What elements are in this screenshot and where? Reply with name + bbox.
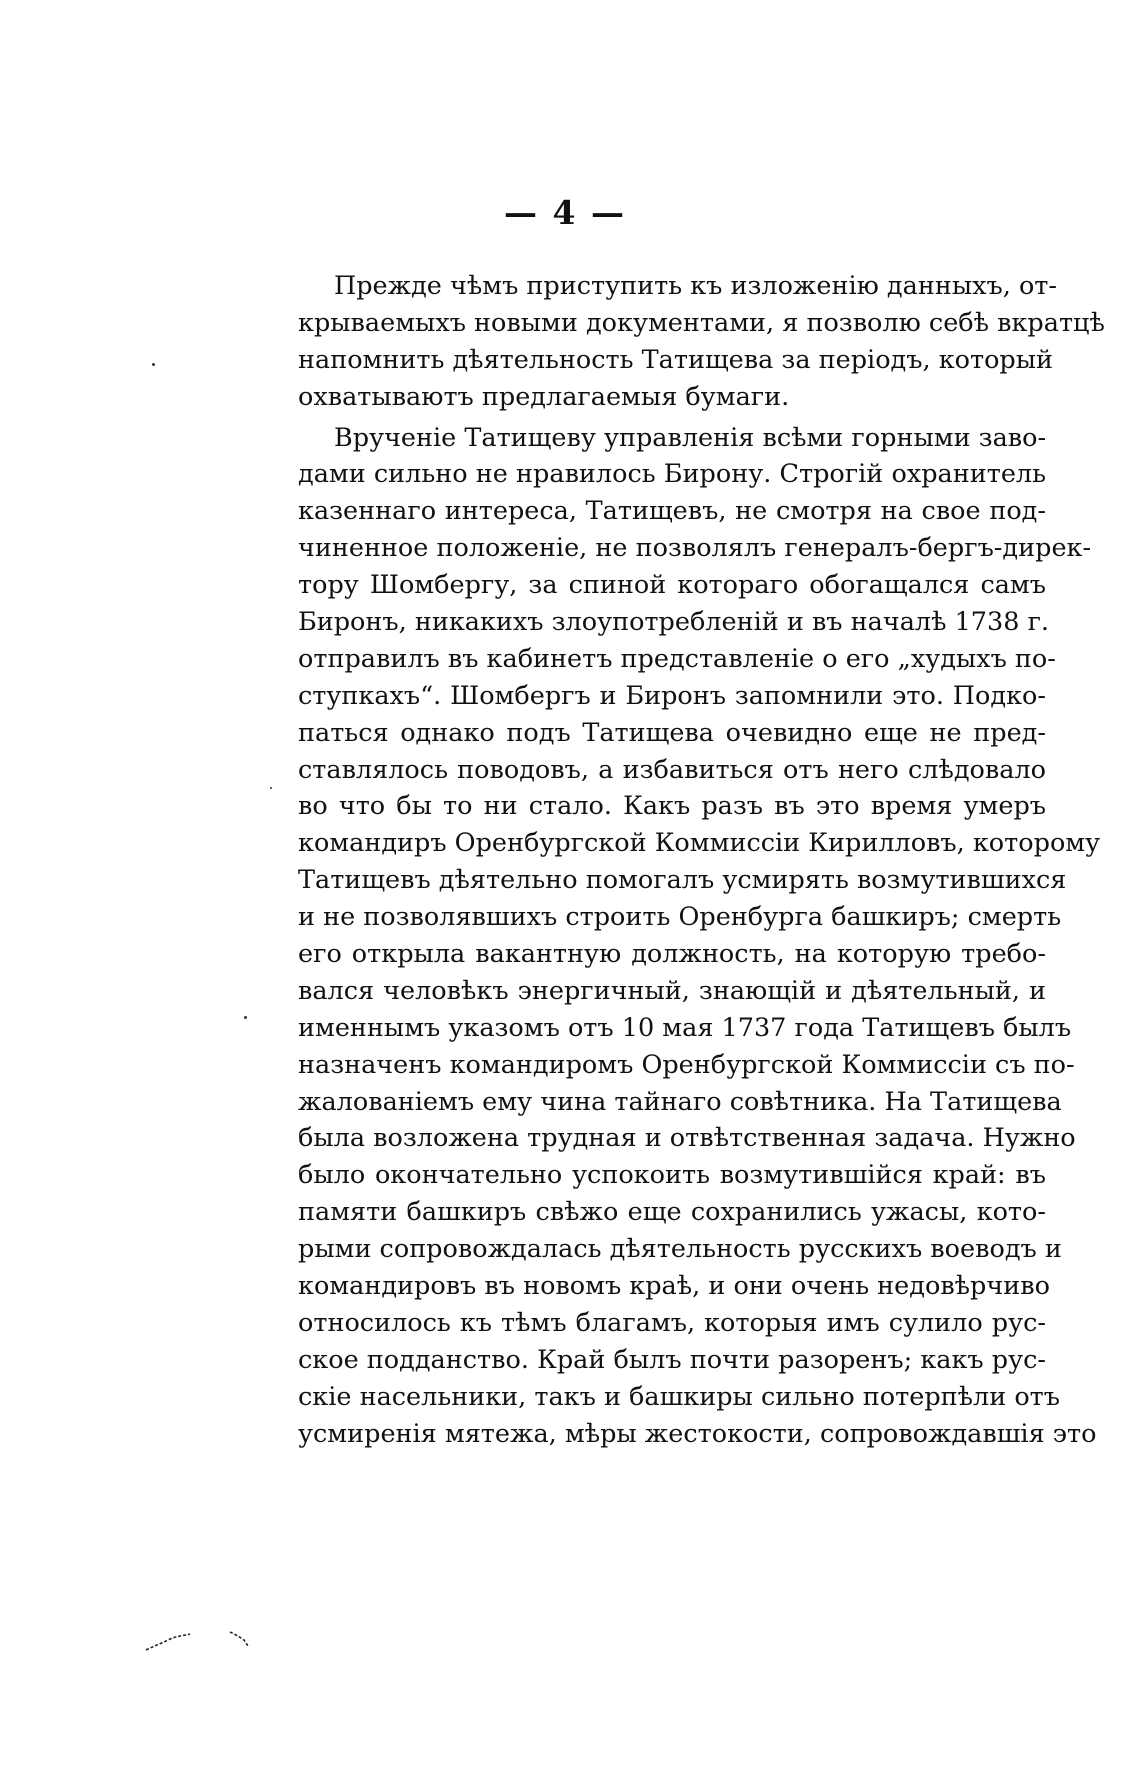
text-line: назначенъ командиромъ Оренбургской Коммиссіи съ по- — [298, 1049, 1075, 1080]
text-line: дами сильно не нравилось Бирону. Строгій охранитель — [298, 459, 1046, 490]
text-line: рыми сопровождалась дѣятельность русскихъ воеводъ и — [298, 1234, 1062, 1265]
text-line: его открыла вакантную должность, на которую требо- — [298, 939, 1046, 970]
text-line: скіе насельники, такъ и башкиры сильно потерпѣли отъ — [298, 1381, 1060, 1412]
text-line: памяти башкиръ свѣжо еще сохранились ужасы, кото- — [298, 1197, 1046, 1228]
text-line: крываемыхъ новыми документами, я позволю себѣ вкратцѣ — [298, 307, 1105, 338]
text-line: тору Шомбергу, за спиной котораго обогащался самъ — [298, 570, 1046, 601]
paragraph-1 — [298, 268, 1105, 416]
text-line: во что бы то ни стало. Какъ разъ въ это время умеръ — [298, 791, 1046, 822]
text-line: паться однако подъ Татищева очевидно еще не пред- — [298, 717, 1046, 748]
text-line: и не позволявшихъ строить Оренбурга башкиръ; смерть — [298, 902, 1062, 933]
text-line: ское подданство. Край былъ почти разоренъ; какъ рус- — [298, 1344, 1046, 1375]
text-line: отправилъ въ кабинетъ представленіе о его „худыхъ по- — [298, 643, 1056, 674]
scan-speck — [270, 787, 272, 789]
margin-scribble — [140, 1618, 260, 1658]
text-line: усмиренія мятежа, мѣры жестокости, сопровождавшія это — [298, 1418, 1097, 1449]
text-line: Биронъ, никакихъ злоупотребленій и въ началѣ 1738 г. — [298, 607, 1050, 638]
text-line: вался человѣкъ энергичный, знающій и дѣятельный, и — [298, 975, 1046, 1006]
page-number: — 4 — — [504, 193, 626, 232]
text-line: напомнить дѣятельность Татищева за періодъ, который — [298, 344, 1054, 375]
text-line: относилось къ тѣмъ благамъ, которыя имъ сулило рус- — [298, 1307, 1046, 1338]
text-line: ставлялось поводовъ, а избавиться отъ него слѣдовало — [298, 754, 1046, 785]
scan-speck — [244, 1016, 247, 1019]
text-line: было окончательно успокоить возмутившійся край: въ — [298, 1160, 1046, 1191]
scan-speck — [152, 363, 155, 366]
text-line: Татищевъ дѣятельно помогалъ усмирять возмутившихся — [298, 865, 1067, 896]
text-line: была возложена трудная и отвѣтственная задача. Нужно — [298, 1123, 1076, 1154]
text-line: Врученіе Татищеву управленія всѣми горными заво- — [334, 422, 1047, 453]
text-line: чиненное положеніе, не позволялъ генералъ-бергъ-дирек- — [298, 533, 1092, 564]
text-line: охватываютъ предлагаемыя бумаги. — [298, 381, 790, 412]
body-text — [298, 268, 1105, 1453]
text-line: командиръ Оренбургской Коммиссіи Кирилловъ, которому — [298, 828, 1101, 859]
text-line: именнымъ указомъ отъ 10 мая 1737 года Татищевъ былъ — [298, 1012, 1072, 1043]
text-line: ступкахъ“. Шомбергъ и Биронъ запомнили это. Подко- — [298, 680, 1046, 711]
text-line: Прежде чѣмъ приступить къ изложенію данныхъ, от- — [334, 271, 1058, 301]
text-line: жалованіемъ ему чина тайнаго совѣтника. На Татищева — [298, 1086, 1062, 1117]
paragraph-2 — [298, 420, 1101, 1453]
text-line: командировъ въ новомъ краѣ, и они очень недовѣрчиво — [298, 1271, 1050, 1302]
text-line: казеннаго интереса, Татищевъ, не смотря на свое под- — [298, 496, 1046, 527]
